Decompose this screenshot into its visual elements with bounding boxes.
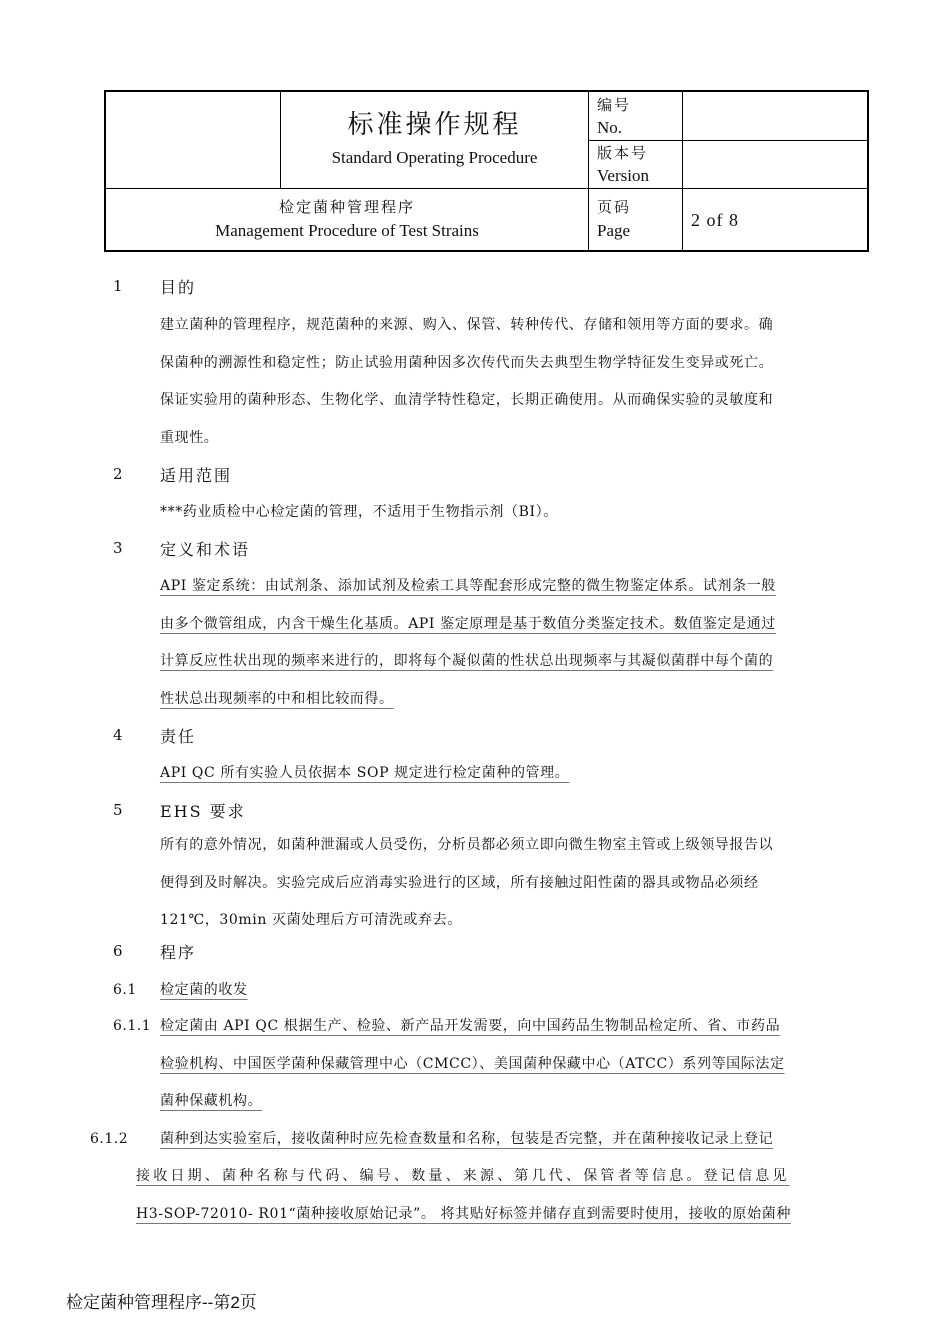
text-line: 121℃，30min 灭菌处理后方可清洗或弃去。 <box>160 912 462 928</box>
subsection-6-1-title <box>160 972 860 1010</box>
section-title: 责任 <box>160 727 197 746</box>
section-number: 4 <box>113 726 123 744</box>
doc-name-cn: 检定菌种管理程序 <box>278 198 415 216</box>
text-line: H3-SOP-72010- R01“菌种接收原始记录”。 将其贴好标签并储存直到需要时使用，接收的原始菌种 <box>136 1206 791 1222</box>
subsection-6-1-2-line-2 <box>136 1158 860 1196</box>
page-value: 2 of 8 <box>691 210 739 230</box>
text-line: 建立菌种的管理程序，规范菌种的来源、购入、保管、转种传代、存储和领用等方面的要求。确 <box>160 317 774 333</box>
section-number: 3 <box>113 539 123 557</box>
text-line: 保菌种的溯源性和稳定性；防止试验用菌种因多次传代而失去典型生物学特征发生变异或死亡。 <box>160 354 774 371</box>
version-label-en: Version <box>597 166 649 185</box>
text-line: 检验机构、中国医学菌种保藏管理中心（CMCC）、美国菌种保藏中心（ATCC）系列等国际法定 <box>160 1055 785 1072</box>
subsection-6-1-2-line-1 <box>160 1121 860 1159</box>
subsection-number: 6.1.2 <box>90 1131 129 1147</box>
section-number: 6 <box>113 942 123 960</box>
text-line: 菌种保藏机构。 <box>160 1093 263 1109</box>
section-number: 1 <box>113 277 123 295</box>
text-line: ***药业质检中心检定菌的管理，不适用于生物指示剂（BI）。 <box>160 504 558 520</box>
section-title: 定义和术语 <box>160 540 251 559</box>
section-5-body <box>160 827 860 940</box>
text-line: 由多个微管组成，内含干燥生化基质。API 鉴定原理是基于数值分类鉴定技术。数值鉴定是通过 <box>160 615 776 632</box>
subsection-number: 6.1.1 <box>113 1018 152 1034</box>
text-line: API QC 所有实验人员依据本 SOP 规定进行检定菌种的管理。 <box>160 765 570 781</box>
text-line: 保证实验用的菌种形态、生物化学、血清学特性稳定，长期正确使用。从而确保实验的灵敏度和 <box>160 392 774 408</box>
subsection-6-1-2-line-3 <box>136 1196 860 1234</box>
doc-name-en: Management Procedure of Test Strains <box>215 221 479 240</box>
section-title: 程序 <box>160 943 197 962</box>
title-chinese: 标准操作规程 <box>347 110 522 140</box>
subsection-6-1-1-body <box>160 1008 860 1121</box>
subsection-title: 检定菌的收发 <box>160 982 248 998</box>
text-line: 重现性。 <box>160 429 219 446</box>
number-label-cn: 编号 <box>597 96 632 114</box>
section-number: 5 <box>113 801 123 819</box>
section-title: 目的 <box>160 278 197 297</box>
page-footer: 检定菌种管理程序--第2页 <box>66 1293 257 1312</box>
version-label-cn: 版本号 <box>597 144 649 162</box>
section-title: 适用范围 <box>160 466 233 485</box>
section-title: EHS 要求 <box>160 802 246 821</box>
page-label-en: Page <box>597 221 631 240</box>
section-2-body <box>160 494 860 532</box>
table-divider <box>588 92 589 252</box>
section-1-body <box>160 307 860 457</box>
title-english: Standard Operating Procedure <box>331 148 538 167</box>
section-3-body <box>160 568 860 718</box>
text-line: 性状总出现频率的中和相比较而得。 <box>160 690 394 707</box>
section-number: 2 <box>113 465 123 483</box>
text-line: 菌种到达实验室后，接收菌种时应先检查数量和名称，包装是否完整，并在菌种接收记录上登记 <box>160 1131 774 1147</box>
header-table <box>104 90 869 252</box>
section-4-body <box>160 755 860 793</box>
table-divider <box>588 140 869 141</box>
text-line: 便得到及时解决。实验完成后应消毒实验进行的区域，所有接触过阳性菌的器具或物品必须经 <box>160 874 759 891</box>
page-label-cn: 页码 <box>597 198 632 216</box>
table-divider <box>106 188 869 189</box>
text-line: API 鉴定系统：由试剂条、添加试剂及检索工具等配套形成完整的微生物鉴定体系。试剂条一般 <box>160 578 776 594</box>
number-label-en: No. <box>597 118 623 137</box>
text-line: 检定菌由 API QC 根据生产、检验、新产品开发需要，向中国药品生物制品检定所、省、市药品 <box>160 1018 781 1034</box>
subsection-number: 6.1 <box>113 982 137 998</box>
table-divider <box>682 92 683 252</box>
text-line: 接收日期、菌种名称与代码、编号、数量、来源、第几代、保管者等信息。登记信息见 <box>136 1168 790 1184</box>
text-line: 所有的意外情况，如菌种泄漏或人员受伤，分析员都必须立即向微生物室主管或上级领导报告以 <box>160 837 774 853</box>
text-line: 计算反应性状出现的频率来进行的，即将每个凝似菌的性状总出现频率与其凝似菌群中每个菌的 <box>160 653 774 669</box>
